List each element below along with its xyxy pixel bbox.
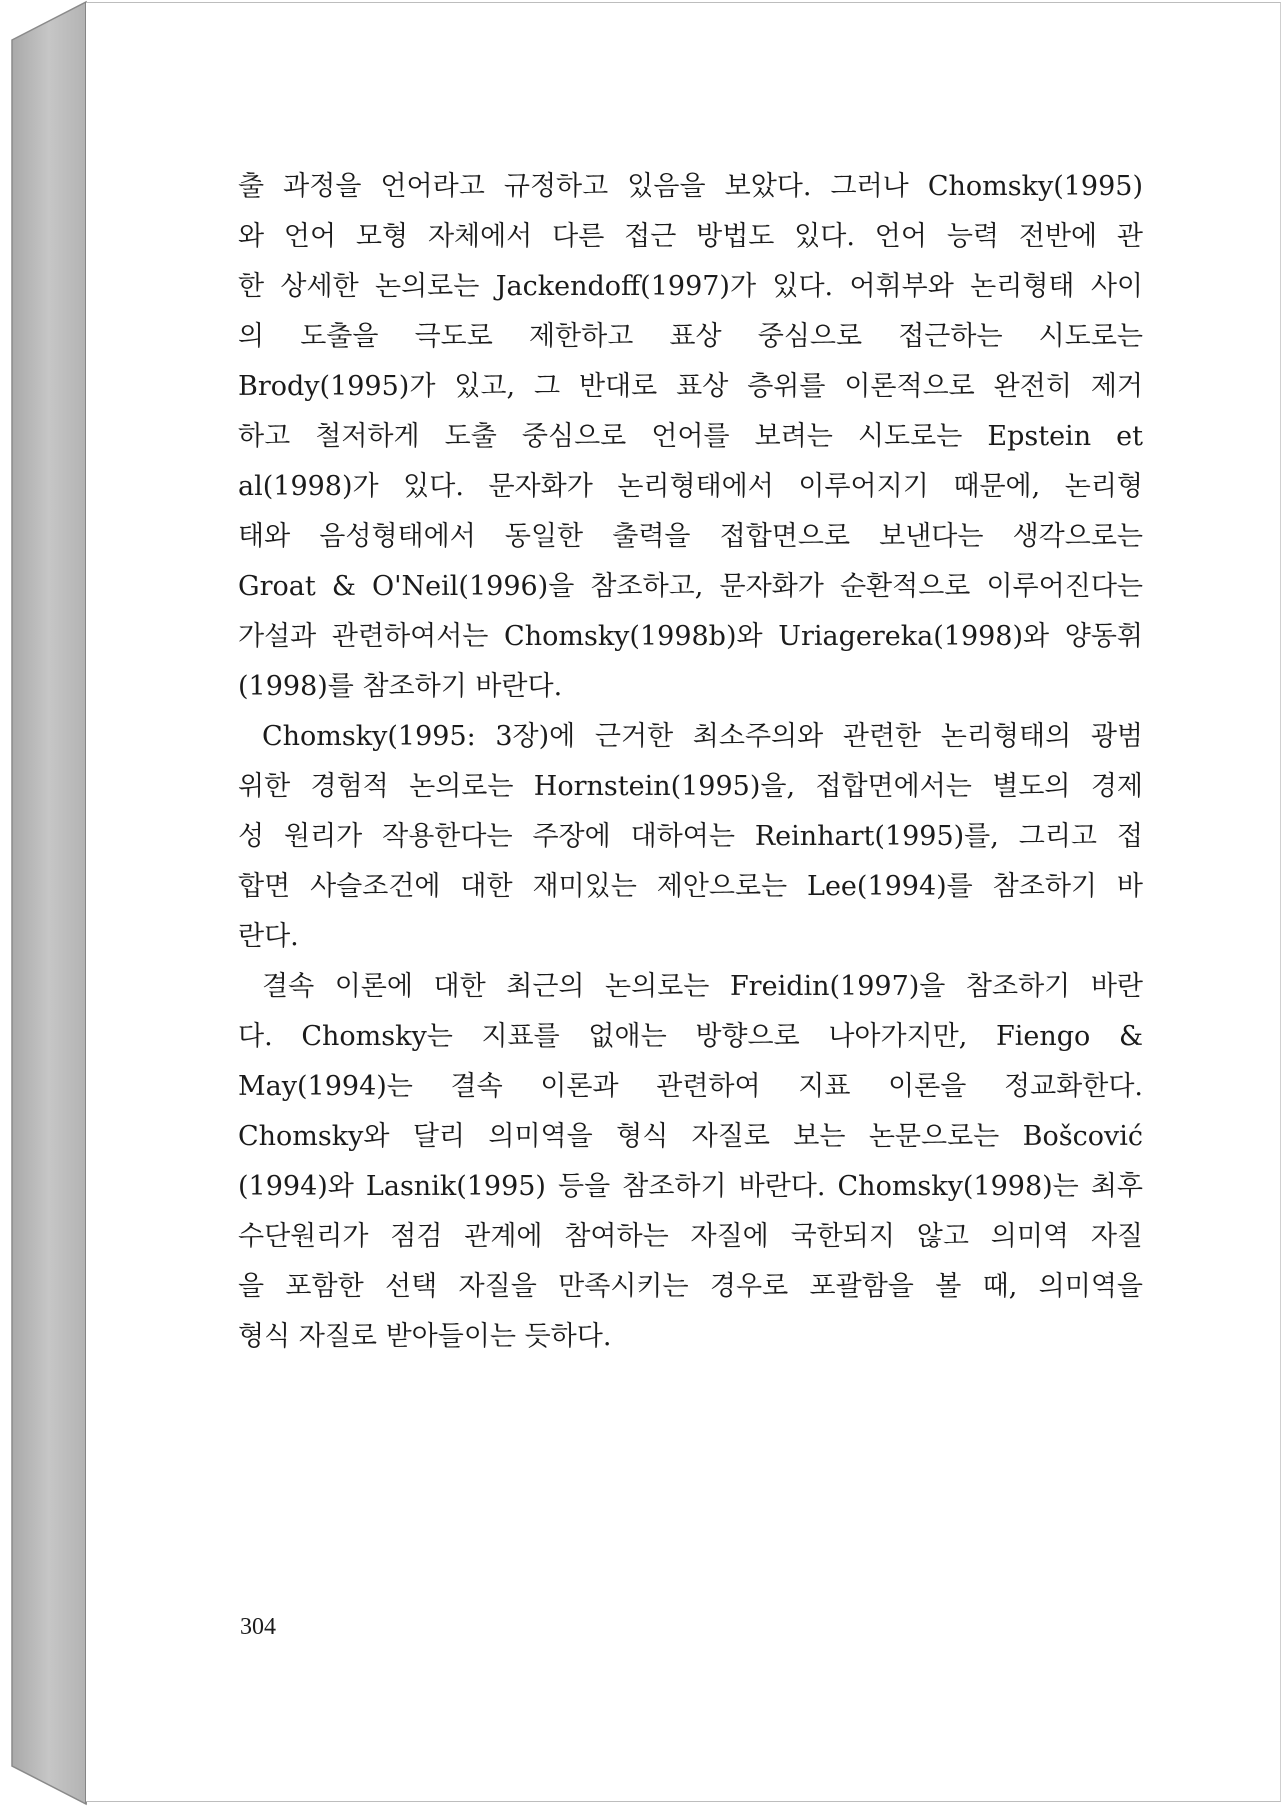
text-line: 의 도출을 극도로 제한하고 표상 중심으로 접근하는 시도로는	[238, 321, 1143, 352]
text-line: May(1994)는 결속 이론과 관련하여 지표 이론을 정교화한다.	[238, 1071, 1143, 1102]
text-line: (1998)를 참조하기 바란다.	[238, 671, 563, 702]
page-body-text	[238, 162, 1143, 1362]
text-line: 성 원리가 작용한다는 주장에 대하여는 Reinhart(1995)를, 그리고 접	[238, 821, 1143, 852]
paragraph-1	[238, 162, 1143, 712]
text-line: Chomsky(1995: 3장)에 근거한 최소주의와 관련한 논리형태의 광범	[262, 721, 1143, 752]
text-line: Chomsky와 달리 의미역을 형식 자질로 보는 논문으로는 Bošcović	[238, 1121, 1143, 1152]
text-line: (1994)와 Lasnik(1995) 등을 참조하기 바란다. Chomsky(1998)는 최후	[238, 1171, 1143, 1202]
text-line: 와 언어 모형 자체에서 다른 접근 방법도 있다. 언어 능력 전반에 관	[238, 221, 1143, 252]
page-number: 304	[240, 1614, 276, 1640]
text-line: 을 포함한 선택 자질을 만족시키는 경우로 포괄함을 볼 때, 의미역을	[238, 1271, 1143, 1302]
text-line: 한 상세한 논의로는 Jackendoff(1997)가 있다. 어휘부와 논리형태 사이	[238, 271, 1143, 302]
text-line: 태와 음성형태에서 동일한 출력을 접합면으로 보낸다는 생각으로는	[238, 521, 1143, 552]
paragraph-3	[238, 962, 1143, 1362]
text-line: al(1998)가 있다. 문자화가 논리형태에서 이루어지기 때문에, 논리형	[238, 471, 1143, 502]
text-line: 위한 경험적 논의로는 Hornstein(1995)을, 접합면에서는 별도의 경제	[238, 771, 1143, 802]
text-line: 결속 이론에 대한 최근의 논의로는 Freidin(1997)을 참조하기 바란	[262, 971, 1143, 1002]
text-line: 출 과정을 언어라고 규정하고 있음을 보았다. 그러나 Chomsky(1995)	[238, 171, 1143, 202]
paragraph-2	[238, 712, 1143, 962]
text-line: Brody(1995)가 있고, 그 반대로 표상 층위를 이론적으로 완전히 제거	[238, 371, 1143, 402]
text-line: Groat & O'Neil(1996)을 참조하고, 문자화가 순환적으로 이루어진다는	[238, 571, 1143, 602]
text-line: 수단원리가 점검 관계에 참여하는 자질에 국한되지 않고 의미역 자질	[238, 1221, 1143, 1252]
text-line: 란다.	[238, 921, 299, 952]
text-line: 가설과 관련하여서는 Chomsky(1998b)와 Uriagereka(1998)와 양동휘	[238, 621, 1143, 652]
text-line: 다. Chomsky는 지표를 없애는 방향으로 나아가지만, Fiengo &	[238, 1021, 1143, 1052]
text-line: 하고 철저하게 도출 중심으로 언어를 보려는 시도로는 Epstein et	[238, 421, 1143, 452]
text-line: 합면 사슬조건에 대한 재미있는 제안으로는 Lee(1994)를 참조하기 바	[238, 871, 1143, 902]
text-line: 형식 자질로 받아들이는 듯하다.	[238, 1321, 612, 1352]
